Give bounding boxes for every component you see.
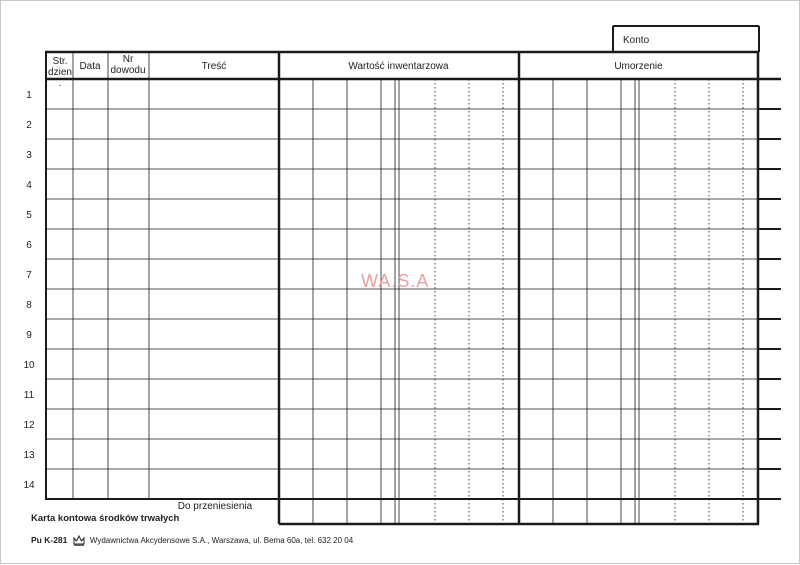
row-number: 4 [26, 180, 32, 191]
form-code: Pu K-281 [31, 535, 68, 545]
header-data: Data [79, 61, 101, 72]
publisher-info: Wydawnictwa Akcydensowe S.A., Warszawa, ul. Bema 60a, tel. 632 20 04 [89, 536, 354, 545]
row-number: 6 [26, 240, 32, 251]
header-umorzenie: Umorzenie [614, 61, 663, 72]
carry-forward-label: Do przeniesienia [177, 501, 253, 512]
form-title: Karta kontowa środków trwałych [31, 513, 180, 524]
row-number: 11 [23, 390, 35, 401]
footer [31, 535, 353, 546]
row-number: 10 [23, 360, 35, 371]
header-str-dzien: Str. dzien. [48, 56, 72, 89]
row-number: 7 [26, 270, 32, 281]
row-number: 8 [26, 300, 32, 311]
row-number: 14 [23, 480, 35, 491]
row-number: 12 [23, 420, 35, 431]
watermark-text: WA.S.A [361, 271, 430, 291]
header-wartosc-inwentarzowa: Wartość inwentarzowa [348, 61, 449, 72]
header-nr-dowodu: Nr dowodu [110, 54, 146, 76]
header-tresc: Treść [201, 61, 227, 72]
konto-label: Konto [623, 35, 650, 46]
row-number: 2 [26, 120, 32, 131]
row-number: 5 [26, 210, 32, 221]
row-number: 13 [23, 450, 35, 461]
publisher-crown-logo-icon [73, 535, 85, 546]
row-number: 3 [26, 150, 32, 161]
row-number: 9 [26, 330, 32, 341]
row-number: 1 [26, 90, 32, 101]
